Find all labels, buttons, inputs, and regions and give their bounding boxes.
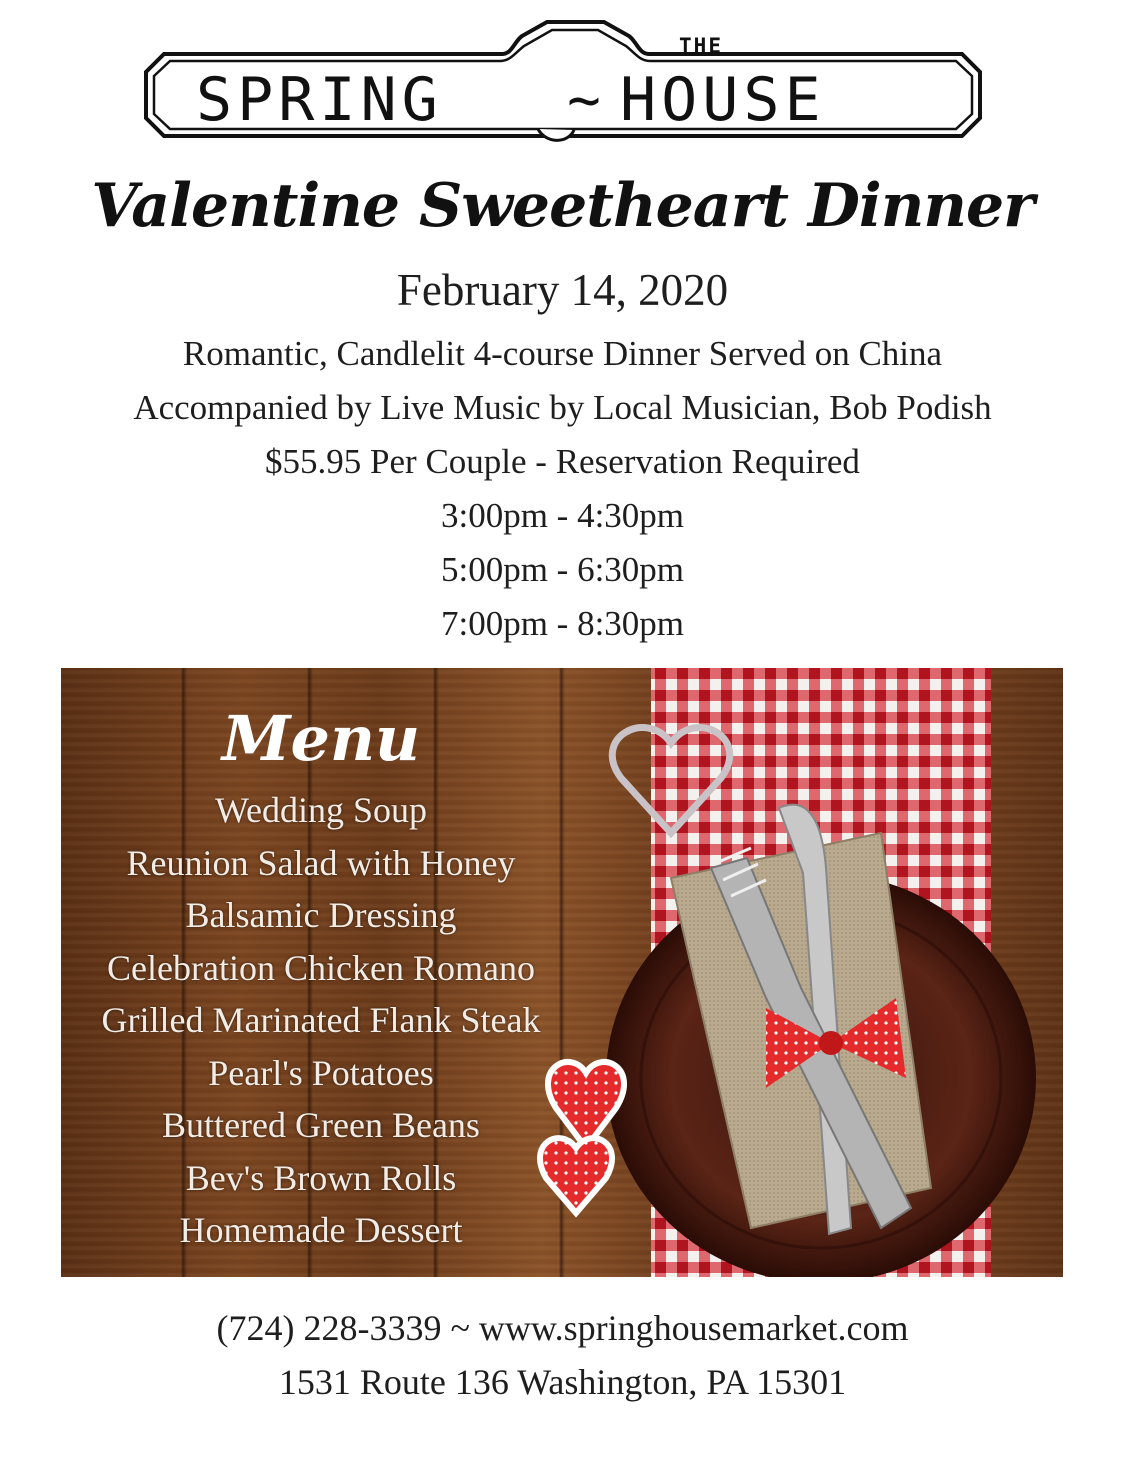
address-line: 1531 Route 136 Washington, PA 15301 (278, 1362, 847, 1402)
logo-tilde: ~ (567, 68, 601, 133)
detail-line-price: $55.95 Per Couple - Reservation Required (265, 442, 860, 481)
menu-item: Reunion Salad with Honey (126, 842, 516, 883)
contact-line: (724) 228-3339 ~ www.springhousemarket.com (216, 1308, 909, 1348)
event-title: Valentine Sweetheart Dinner (91, 171, 1034, 241)
seating-time-3: 7:00pm - 8:30pm (440, 604, 685, 643)
logo-the-text: THE (679, 34, 723, 58)
detail-line-music: Accompanied by Live Music by Local Musician, Bob Podish (133, 388, 992, 427)
logo-house-text: HOUSE (620, 65, 826, 135)
seating-time-1: 3:00pm - 4:30pm (440, 496, 685, 535)
seating-time-2: 5:00pm - 6:30pm (440, 550, 685, 589)
logo-spring-text: SPRING (196, 65, 443, 135)
spring-house-logo (142, 14, 984, 142)
menu-item: Grilled Marinated Flank Steak (101, 1000, 541, 1040)
menu-heading: Menu (221, 702, 421, 775)
detail-line-dinner: Romantic, Candlelit 4-course Dinner Served on China (182, 334, 943, 373)
menu-item: Homemade Dessert (179, 1210, 463, 1250)
menu-item: Bev's Brown Rolls (185, 1157, 457, 1198)
menu-list (61, 784, 581, 1257)
menu-item: Balsamic Dressing (185, 895, 457, 935)
menu-item: Wedding Soup (214, 790, 428, 830)
menu-item: Pearl's Potatoes (208, 1052, 434, 1093)
menu-item: Celebration Chicken Romano (107, 947, 535, 988)
event-date: February 14, 2020 (396, 265, 729, 315)
menu-item: Buttered Green Beans (162, 1105, 480, 1145)
menu-photo-panel (61, 668, 1063, 1277)
